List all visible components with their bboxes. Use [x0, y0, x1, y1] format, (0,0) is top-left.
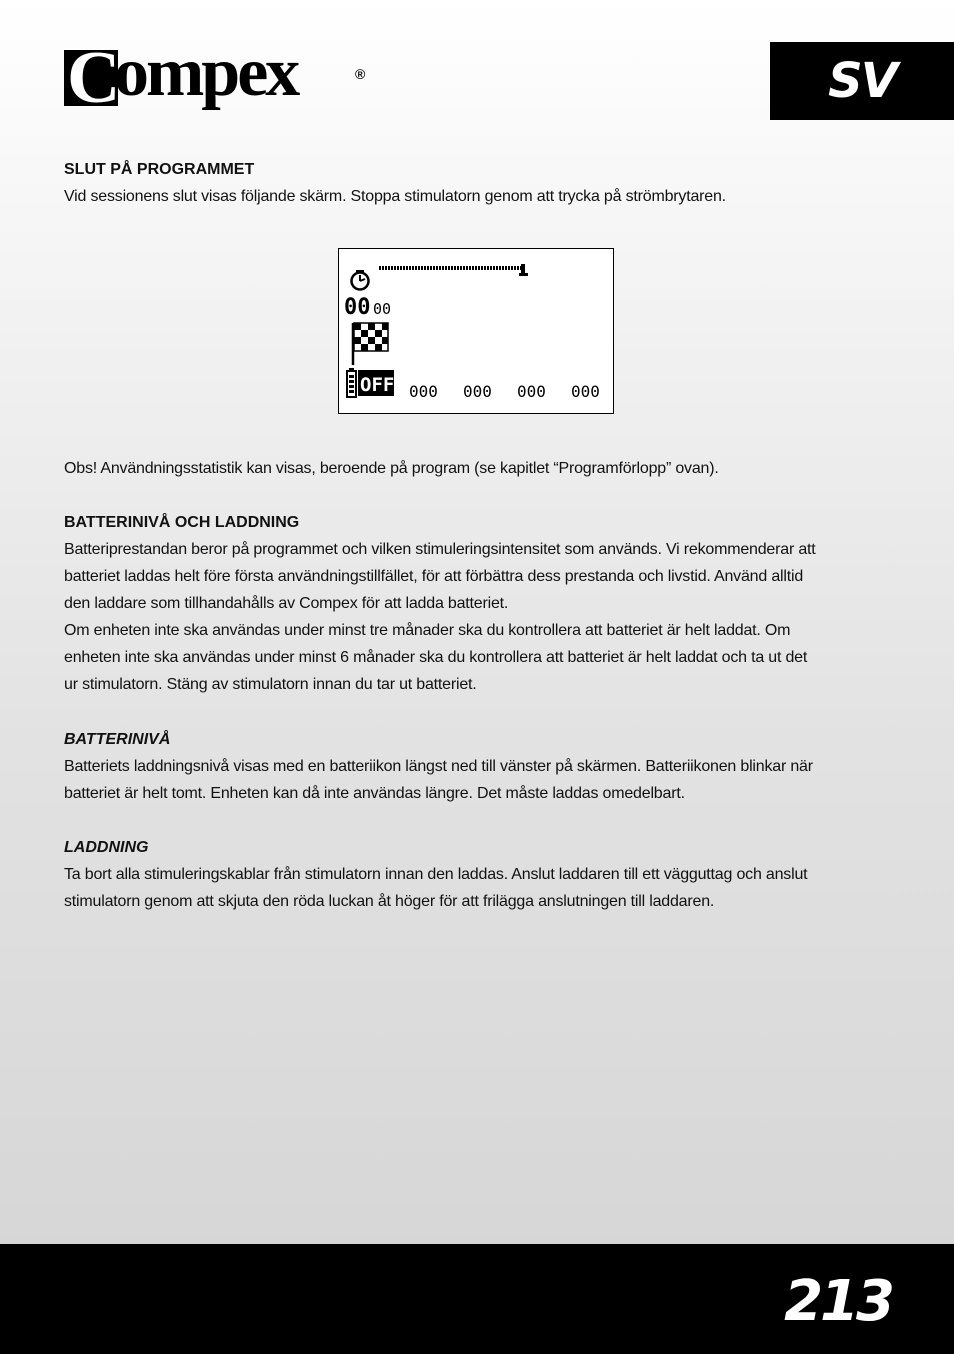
page-content — [64, 156, 894, 915]
logo-initial: C — [67, 37, 121, 119]
heading-charging: LADDNING — [64, 839, 149, 856]
timer-digits-small: 00 — [373, 300, 392, 318]
channel-4-readout: 000 — [571, 382, 600, 401]
battery-level-line-2: batteriet är helt tomt. Enheten kan då inte användas längre. Det måste laddas omedelbart. — [64, 785, 685, 802]
logo-c-box — [64, 37, 121, 119]
page-footer — [0, 1244, 954, 1354]
battery-charging-line-4: Om enheten inte ska användas under minst tre månader ska du kontrollera att batteriet är helt laddat. Om — [64, 622, 791, 639]
off-label: OFF — [360, 374, 395, 396]
heading-end-of-program: SLUT PÅ PROGRAMMET — [64, 161, 255, 178]
language-tab: SV — [770, 42, 954, 120]
battery-charging-line-1: Batteriprestandan beror på programmet och vilken stimuleringsintensitet som används. Vi rekommenderar att — [64, 541, 816, 558]
charging-line-1: Ta bort alla stimuleringskablar från stimulatorn innan den laddas. Anslut laddaren till ett vägguttag och anslut — [64, 866, 808, 883]
battery-level-line-1: Batteriets laddningsnivå visas med en batteriikon längst ned till vänster på skärmen. Batteriikonen blinkar när — [64, 758, 813, 775]
channel-3-readout: 000 — [517, 382, 546, 401]
registered-mark: ® — [355, 66, 366, 82]
channel-2-readout: 000 — [463, 382, 492, 401]
heading-battery-level: BATTERINIVÅ — [64, 731, 171, 748]
heading-battery-and-charging: BATTERINIVÅ OCH LADDNING — [64, 514, 300, 531]
page-number: 213 — [784, 1269, 892, 1334]
battery-charging-line-2: batteriet laddas helt före första användningstillfället, för att förbättra dess prestanda och livstid. Använd alltid — [64, 568, 804, 585]
battery-charging-line-5: enheten inte ska användas under minst 6 månader ska du kontrollera att batteriet är helt laddat och ta ut det — [64, 649, 808, 666]
logo-wordmark: ompex — [114, 34, 298, 111]
timer-digits: 00 — [344, 295, 371, 320]
charging-line-2: stimulatorn genom att skjuta den röda luckan åt höger för att frilägga anslutningen till laddaren. — [64, 893, 715, 910]
channel-1-readout: 000 — [409, 382, 438, 401]
usage-statistics-note: Obs! Användningsstatistik kan visas, beroende på program (se kapitlet “Programförlopp” ovan). — [64, 460, 719, 477]
compex-logo — [64, 34, 374, 124]
battery-charging-line-3: den laddare som tillhandahålls av Compex för att ladda batteriet. — [64, 595, 509, 612]
lcd-spacer — [64, 210, 894, 455]
end-of-program-text: Vid sessionens slut visas följande skärm. Stoppa stimulatorn genom att trycka på strömbrytaren. — [64, 188, 726, 205]
battery-charging-line-6: ur stimulatorn. Stäng av stimulatorn innan du tar ut batteriet. — [64, 676, 477, 693]
